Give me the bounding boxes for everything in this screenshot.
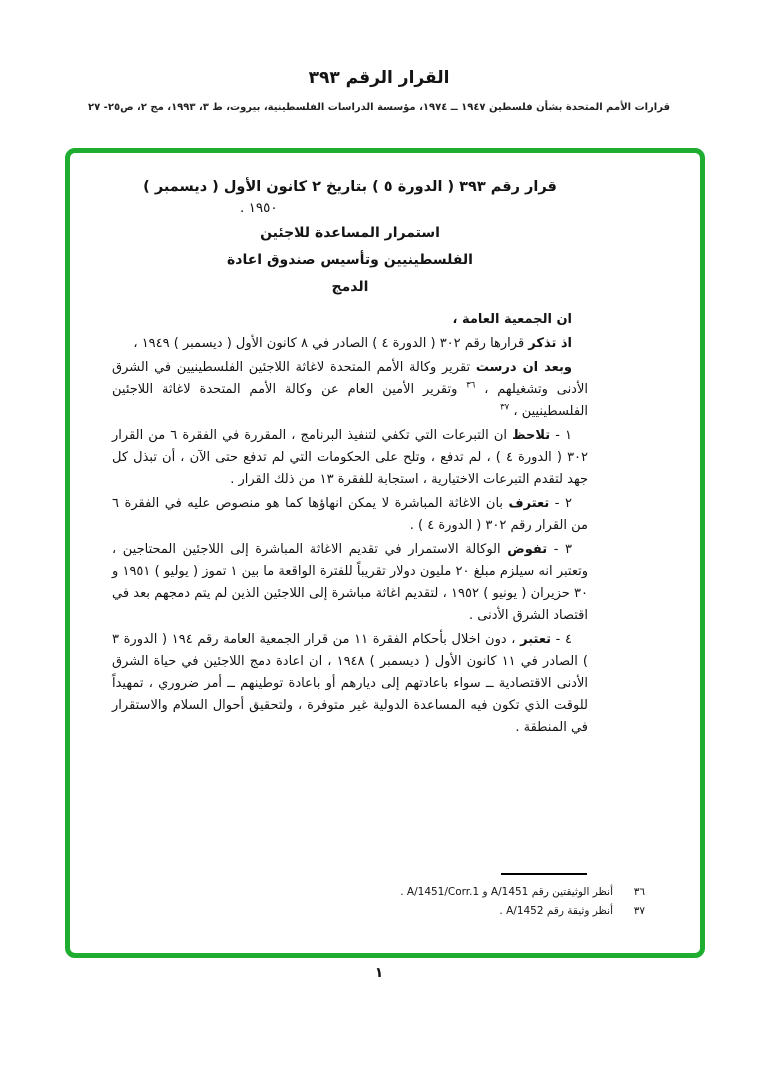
resolution-heading: قرار رقم ٣٩٣ ( الدورة ٥ ) بتاريخ ٢ كانون الأول ( ديسمبر ) [143, 179, 557, 195]
operative-paragraph-2 [112, 493, 588, 537]
paragraph-number: ١ - [550, 428, 572, 443]
resolution-body [112, 309, 588, 739]
page-number: ١ [374, 965, 384, 981]
paragraph-number: ٢ - [549, 496, 572, 511]
operative-paragraph-3 [112, 539, 588, 627]
resolution-date-line: ١٩٥٠ . [240, 200, 278, 216]
footnote [110, 902, 645, 921]
footnotes-section [110, 873, 645, 921]
operative-lead: تلاحظ [512, 428, 551, 443]
preamble-lead: وبعد ان درست [475, 360, 572, 375]
preamble-text: وتقرير الأمين العام عن وكالة الأمم المتحدة لاغاثة اللاجئين الفلسطينيين ، [112, 382, 588, 419]
resolution-content [112, 177, 588, 739]
preamble-paragraph [112, 357, 588, 423]
footnote-text: أنظر وثيقة رقم A/1452 . [499, 905, 613, 917]
preamble-text: قرارها رقم ٣٠٢ ( الدورة ٤ ) الصادر في ٨ كانون الأول ( ديسمبر ) ١٩٤٩ ، [133, 336, 529, 351]
resolution-frame [65, 148, 705, 958]
opening-line [112, 309, 588, 331]
opening-text: ان الجمعية العامة ، [452, 312, 572, 327]
footnote-number: ٣٦ [633, 886, 645, 898]
operative-text: ، دون اخلال بأحكام الفقرة ١١ من قرار الجمعية العامة رقم ١٩٤ ( الدورة ٣ ) الصادر في ١١ كانون الأول ( ديسمبر ) ١٩٤٨ ، ان اعادة دمج اللاجئين في حياة الشرق الأدنى الاقتصادية ــ سواء باعادتهم إلى ديارهم أو باعادة توطينهم ــ أمر ضروري ، تمهيداً للوقت الذي تكون فيه المساعدة الدولية غير متوفرة ، ولتحقيق أحوال السلام والاستقرار في المنطقة . [112, 632, 588, 735]
operative-text: ان التبرعات التي تكفي لتنفيذ البرنامج ، المقررة في الفقرة ٦ من القرار ٣٠٢ ( الدورة ٤ ) ، لم تدفع ، وتلح على الحكومات التي لم تدفع حتى الآن ، أن تبذل كل جهد لتقدم التبرعات الاختيارية ، استجابة للفقرة ١٣ من ذلك القرار . [112, 428, 589, 487]
operative-lead: تفوض [507, 542, 548, 557]
footnote [110, 883, 645, 902]
operative-paragraph-4 [112, 629, 588, 739]
footnote-number: ٣٧ [633, 905, 645, 917]
preamble-paragraph [112, 333, 588, 355]
preamble-lead: اذ تذكر [528, 336, 572, 351]
operative-paragraph-1 [112, 425, 588, 491]
resolution-subject-line: استمرار المساعدة للاجئين [260, 225, 440, 241]
operative-text: بان الاغاثة المباشرة لا يمكن انهاؤها كما هو منصوص عليه في الفقرة ٦ من القرار رقم ٣٠٢ ( الدورة ٤ ) . [112, 496, 588, 533]
footnote-separator [501, 873, 587, 875]
resolution-subject-line: الفلسطينيين وتأسيس صندوق اعادة [227, 252, 473, 268]
resolution-subject-line: الدمج [331, 279, 369, 295]
paragraph-number: ٣ - [547, 542, 572, 557]
footnote-reference: ٣٦ [466, 380, 476, 391]
footnote-text: أنظر الوثيقتين رقم A/1451 و A/1451/Corr.1 . [400, 886, 613, 898]
paragraph-number: ٤ - [551, 632, 572, 647]
operative-lead: تعتبر [520, 632, 552, 647]
source-citation: قرارات الأمم المتحدة بشأن فلسطين ١٩٤٧ ــ ١٩٧٤، مؤسسة الدراسات الفلسطينية، بيروت، ط ٣، ١٩٩٣، مج ٢، ص٢٥- ٢٧ [87, 102, 670, 113]
operative-lead: تعترف [508, 496, 550, 511]
page-title: القرار الرقم ٣٩٣ [308, 68, 450, 88]
operative-text: الوكالة الاستمرار في تقديم الاغاثة المباشرة إلى اللاجئين المحتاجين ، وتعتبر انه سيلزم مبلغ ٢٠ مليون دولار تقريباً للفترة الواقعة ما بين ١ تموز ( يوليو ) ١٩٥١ و ٣٠ حزيران ( يونيو ) ١٩٥٢ ، لتقديم اغاثة مباشرة إلى اللاجئين الذين لم يتم دمجهم بعد في اقتصاد الشرق الأدنى . [112, 542, 589, 623]
footnote-reference: ٣٧ [500, 402, 510, 413]
preamble-text: تقرير وكالة الأمم المتحدة لاغاثة اللاجئين الفلسطينيين في الشرق الأدنى وتشغيلهم ، [112, 360, 588, 397]
